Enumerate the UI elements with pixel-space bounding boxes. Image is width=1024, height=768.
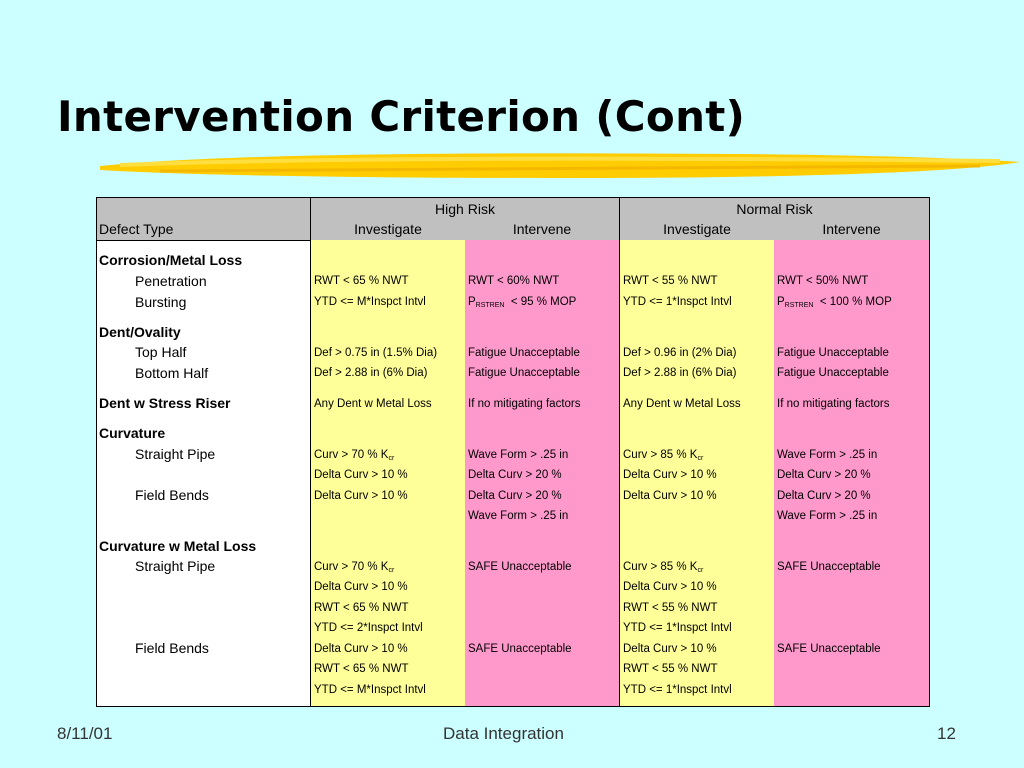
table-cell: Any Dent w Metal Loss [623,398,741,410]
table-cell: RWT < 55 % NWT [623,275,718,287]
table-cell: RWT < 50% NWT [777,275,869,287]
row-label: Field Bends [135,640,209,656]
table-cell: Wave Form > .25 in [468,449,569,461]
table-cell: If no mitigating factors [777,398,890,410]
column-divider [310,198,311,706]
table-cell: Fatigue Unacceptable [777,347,889,359]
table-cell: $P_{RSTREN} < 100$ % MOP [777,296,892,309]
table-cell: RWT < 65 % NWT [314,663,409,675]
row-label: Straight Pipe [135,446,216,462]
table-cell: Fatigue Unacceptable [468,367,580,379]
row-label: Penetration [135,273,207,289]
section-label: Curvature w Metal Loss [99,538,257,554]
table-cell: Delta Curv > 10 % [623,643,717,655]
table-cell: YTD <= M*Inspct Intvl [314,296,426,308]
table-cell: Wave Form > .25 in [468,510,569,522]
intervene-header: Intervene [512,221,572,237]
table-cell: Delta Curv > 10 % [623,490,717,502]
slide-number: 12 [937,724,956,743]
brush-stroke-decoration [100,148,1020,184]
table-cell: Fatigue Unacceptable [777,367,889,379]
high-risk-header: High Risk [435,201,495,217]
table-cell: YTD <= 1*Inspct Intvl [623,622,732,634]
table-cell: Curv > 70 % $K_{cr}$ [314,561,395,574]
table-cell: Delta Curv > 10 % [623,581,717,593]
table-cell: Delta Curv > 20 % [777,469,871,481]
table-cell: Delta Curv > 10 % [314,469,408,481]
table-cell: $P_{RSTREN} < 95$ % MOP [468,296,577,309]
table-cell: Def > 0.96 in (2% Dia) [623,347,737,359]
table-cell: Delta Curv > 20 % [468,490,562,502]
row-label: Bursting [135,294,187,310]
table-cell: Delta Curv > 20 % [777,490,871,502]
defect-type-header: Defect Type [99,221,174,237]
table-cell: Curv > 85 % $K_{cr}$ [623,561,704,574]
table-cell: Def > 2.88 in (6% Dia) [623,367,737,379]
table-cell: Def > 0.75 in (1.5% Dia) [314,347,438,359]
table-cell: RWT < 65 % NWT [314,602,409,614]
table-cell: YTD <= 2*Inspct Intvl [314,622,423,634]
table-cell: Fatigue Unacceptable [468,347,580,359]
table-cell: RWT < 65 % NWT [314,275,409,287]
table-cell: RWT < 60% NWT [468,275,560,287]
table-cell: Delta Curv > 10 % [314,581,408,593]
investigate-header: Investigate [663,221,731,237]
section-label: Corrosion/Metal Loss [99,252,243,268]
table-cell: Delta Curv > 10 % [314,490,408,502]
section-label: Dent w Stress Riser [99,395,231,411]
table-cell: Def > 2.88 in (6% Dia) [314,367,428,379]
table-cell: YTD <= 1*Inspct Intvl [623,296,732,308]
column-divider [619,198,620,706]
footer-title: Data Integration [443,724,564,743]
footer-date: 8/11/01 [57,724,113,743]
table-cell: SAFE Unacceptable [777,561,881,573]
table-cell: SAFE Unacceptable [468,643,572,655]
table-cell: Wave Form > .25 in [777,449,878,461]
slide-title: Intervention Criterion (Cont) [57,92,746,141]
investigate-header: Investigate [354,221,422,237]
section-label: Dent/Ovality [99,324,181,340]
table-cell: If no mitigating factors [468,398,581,410]
criteria-table [96,197,930,707]
row-label: Bottom Half [135,365,209,381]
row-label: Top Half [135,344,187,360]
table-cell: Any Dent w Metal Loss [314,398,432,410]
section-label: Curvature [99,425,166,441]
table-cell: Delta Curv > 10 % [623,469,717,481]
table-cell: Delta Curv > 10 % [314,643,408,655]
table-cell: Curv > 85 % $K_{cr}$ [623,449,704,462]
intervene-header: Intervene [822,221,881,237]
table-cell: Curv > 70 % $K_{cr}$ [314,449,395,462]
normal-risk-header: Normal Risk [736,201,813,217]
table-cell: YTD <= 1*Inspct Intvl [623,684,732,696]
table-cell: YTD <= M*Inspct Intvl [314,684,426,696]
table-cell: RWT < 55 % NWT [623,663,718,675]
table-cell: Delta Curv > 20 % [468,469,562,481]
row-label: Straight Pipe [135,558,216,574]
table-cell: Wave Form > .25 in [777,510,878,522]
table-cell: RWT < 55 % NWT [623,602,718,614]
row-label: Field Bends [135,487,209,503]
table-cell: SAFE Unacceptable [777,643,881,655]
table-cell: SAFE Unacceptable [468,561,572,573]
